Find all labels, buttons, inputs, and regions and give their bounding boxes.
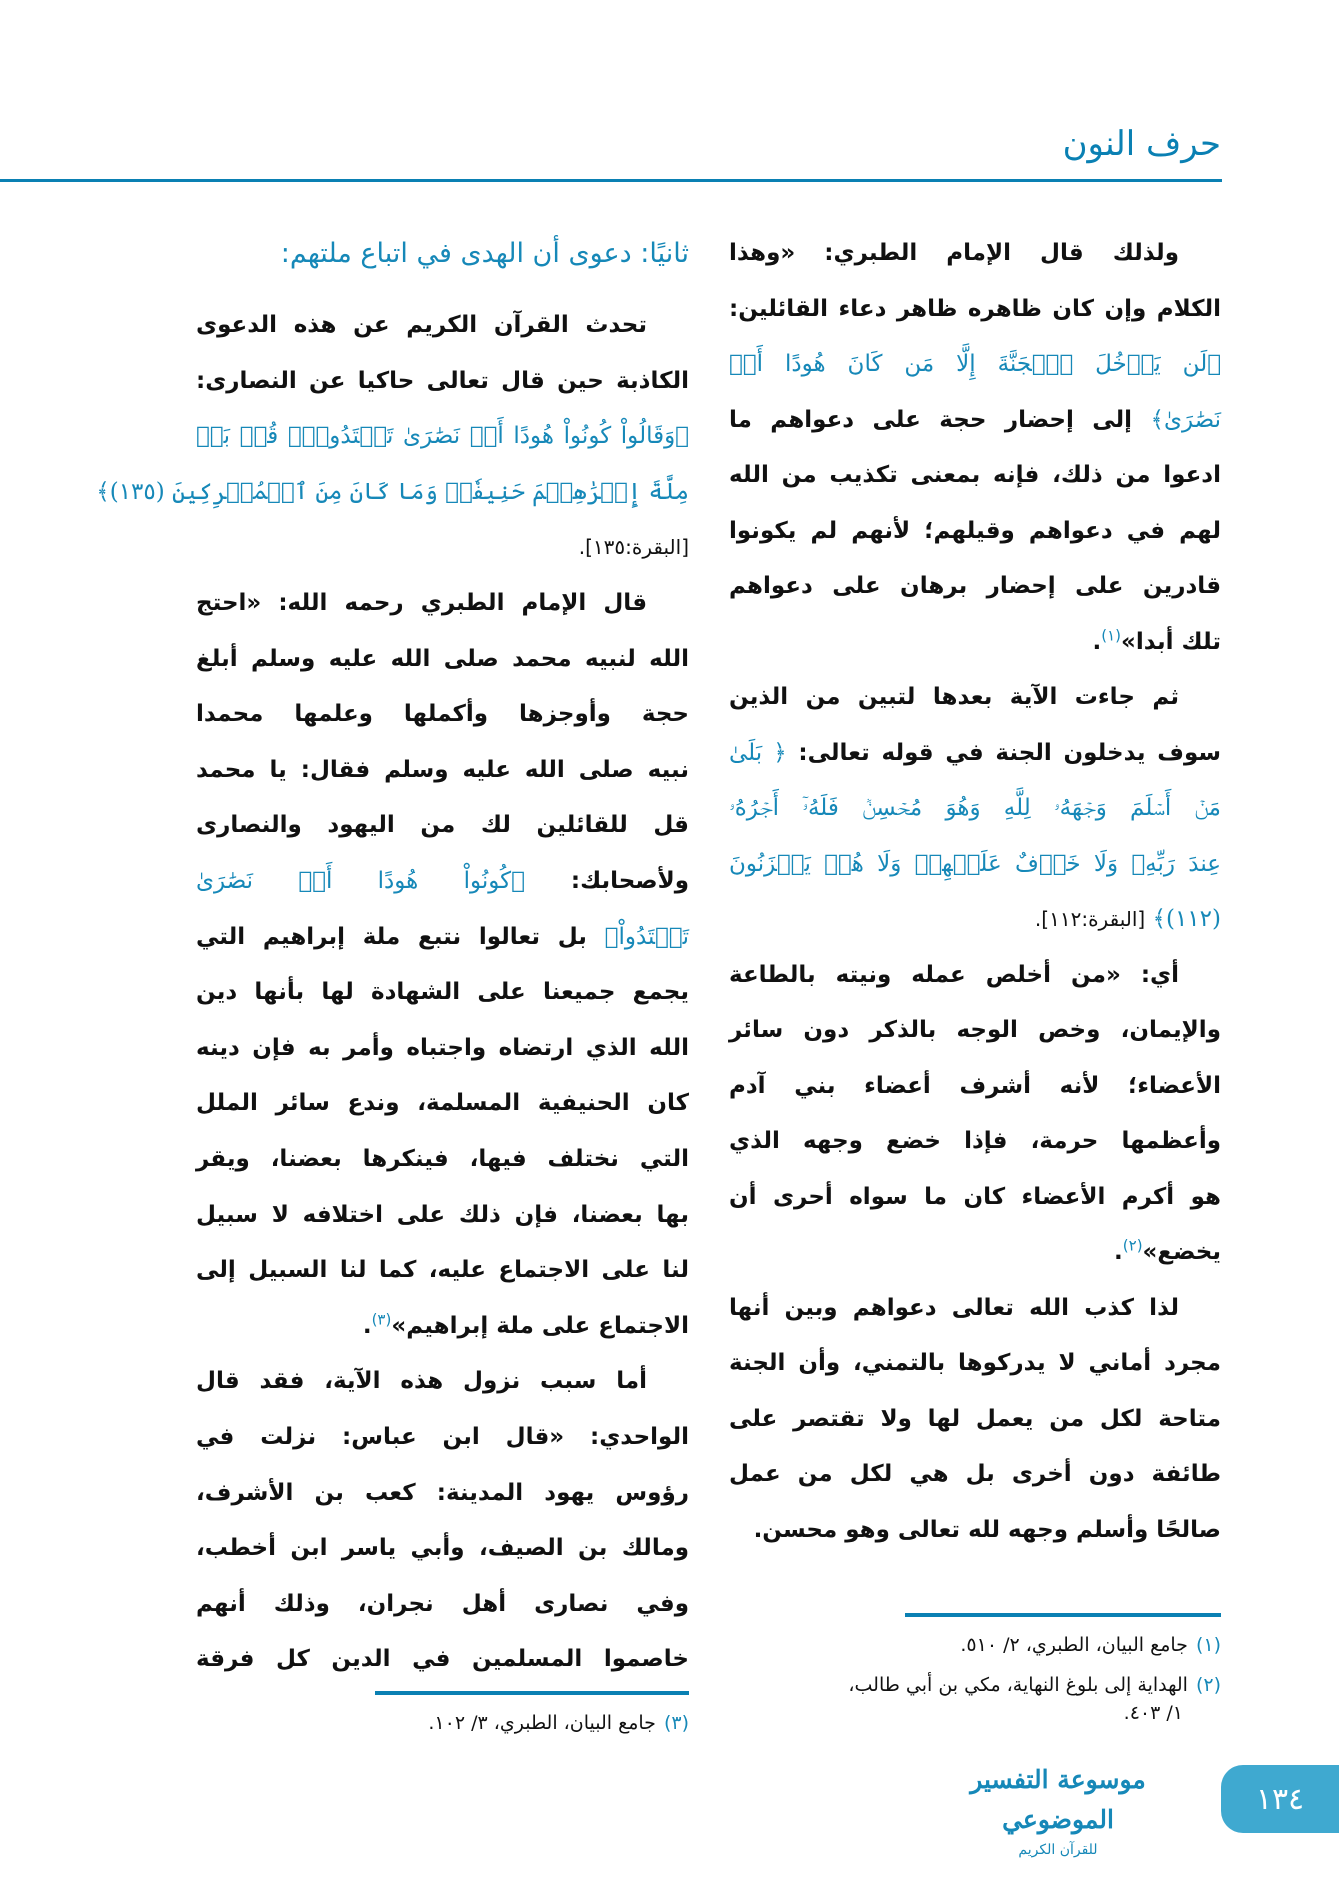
body-text: وأعظمها حرمة، فإذا خضع وجهه الذي <box>729 1128 1221 1154</box>
body-text: قل للقائلين لك من اليهود والنصارى <box>196 812 689 839</box>
body-text: سوف يدخلون الجنة في قوله تعالى: <box>786 739 1221 766</box>
verse-reference: [البقرة:١٣٥]. <box>578 535 689 560</box>
text-line <box>729 1335 1221 1391</box>
text-line <box>196 964 689 1020</box>
text-line <box>729 225 1221 281</box>
body-text: ادعوا من ذلك، فإنه بمعنى تكذيب من الله <box>729 462 1221 488</box>
quran-verse: مَنۡ أَسۡلَمَ وَجۡهَهُۥ لِلَّهِ وَهُوَ مُحۡسِنٞ فَلَهُۥٓ أَجۡرُهُۥ <box>729 795 1221 821</box>
text-line <box>196 1409 689 1465</box>
footnote-text: الهداية إلى بلوغ النهاية، مكي بن أبي طالب، <box>848 1674 1188 1696</box>
text-line <box>196 1020 689 1076</box>
footnote-1 <box>791 1631 1221 1659</box>
text-line <box>196 1631 689 1687</box>
header-divider <box>0 179 1222 182</box>
text-line <box>196 519 689 575</box>
section-heading: ثانيًا: دعوى أن الهدى في اتباع ملتهم: <box>280 238 689 269</box>
body-text: خاصموا المسلمين في الدين كل فرقة <box>196 1646 689 1673</box>
body-text: ولذلك قال الإمام الطبري: «وهذا <box>729 240 1179 266</box>
body-text: هو أكرم الأعضاء كان ما سواه أحرى أن <box>729 1183 1221 1210</box>
footnote-text: جامع البيان، الطبري، ٣/ ١٠٢. <box>428 1712 656 1734</box>
text-line <box>96 464 689 520</box>
logo-title: موسوعة التفسير الموضوعي <box>970 1765 1146 1834</box>
quran-verse: ﴿ بَلَىٰ <box>729 739 787 766</box>
body-text: الاجتماع على ملة إبراهيم» <box>391 1312 689 1339</box>
body-text: يجمع جميعنا على الشهادة لها بأنها دين <box>196 979 689 1006</box>
text-line <box>729 1002 1221 1058</box>
text-line <box>729 614 1221 670</box>
text-line <box>729 725 1221 781</box>
text-line <box>729 1058 1221 1114</box>
text-line <box>729 1224 1221 1280</box>
body-text: تحدث القرآن الكريم عن هذه الدعوى <box>196 312 647 338</box>
body-text: لنا على الاجتماع عليه، كما لنا السبيل إلى <box>196 1257 689 1284</box>
quran-verse: تَهۡتَدُواْ﴾ <box>604 923 689 950</box>
text-line <box>729 1113 1221 1169</box>
body-text: تلك أبدا» <box>1121 628 1221 655</box>
text-line <box>196 1242 689 1298</box>
text-line <box>196 408 689 464</box>
quran-verse: ﴿وَقَالُواْ كُونُواْ هُودًا أَوۡ نَصَٰرَىٰ تَهۡتَدُواْۗ قُلۡ بَلۡ <box>196 423 689 450</box>
text-line <box>729 780 1221 836</box>
body-text: الله الذي ارتضاه واجتباه وأمر به فإن دينه <box>196 1034 689 1061</box>
text-line <box>196 353 689 409</box>
body-text: ومالك بن الصيف، وأبي ياسر ابن أخطب، <box>196 1535 689 1562</box>
body-text: الأعضاء؛ لأنه أشرف أعضاء بني آدم <box>729 1072 1221 1099</box>
text-line <box>729 1502 1221 1558</box>
text-line <box>729 558 1221 614</box>
text-line <box>196 909 689 965</box>
footnote-number: (١) <box>1195 1634 1221 1656</box>
footnote-number: (٢) <box>1195 1674 1221 1696</box>
body-text: رؤوس يهود المدينة: كعب بن الأشرف، <box>196 1479 689 1506</box>
body-text: بها بعضنا، فإن ذلك على اختلافه لا سبيل <box>196 1201 689 1228</box>
body-text: . <box>1114 1239 1123 1265</box>
body-text: أما سبب نزول هذه الآية، فقد قال <box>196 1368 647 1395</box>
quran-verse: ﴿لَن يَدۡخُلَ ٱلۡجَنَّةَ إِلَّا مَن كَانَ هُودًا أَوۡ <box>729 351 1221 377</box>
text-line <box>196 1187 689 1243</box>
text-line <box>196 631 689 687</box>
text-line <box>196 1131 689 1187</box>
text-line <box>196 1075 689 1131</box>
text-line <box>196 742 689 798</box>
footnote-text: جامع البيان، الطبري، ٢/ ٥١٠. <box>960 1634 1188 1656</box>
text-line <box>196 1520 689 1576</box>
quran-verse: مِلَّةَ إِبۡرَٰهِـۧمَ حَنِيفٗاۖ وَمَا كَانَ مِنَ ٱلۡمُشۡرِكِينَ (١٣٥)﴾ <box>96 478 689 505</box>
text-line <box>196 1353 689 1409</box>
text-line <box>729 1446 1221 1502</box>
body-text: . <box>1092 628 1102 655</box>
body-text: صالحًا وأسلم وجهه لله تعالى وهو محسن. <box>753 1516 1221 1543</box>
text-line <box>729 947 1221 1003</box>
body-text: ولأصحابك: <box>524 868 689 894</box>
body-text: أي: «من أخلص عمله ونيته بالطاعة <box>729 961 1179 988</box>
body-text: والإيمان، وخص الوجه بالذكر دون سائر <box>729 1017 1221 1043</box>
text-line <box>729 281 1221 337</box>
body-text: متاحة لكل من يعمل لها ولا تقتصر على <box>729 1405 1221 1432</box>
text-line <box>196 575 689 631</box>
body-text: التي نختلف فيها، فينكرها بعضنا، ويقر <box>196 1146 689 1172</box>
text-line <box>729 836 1221 892</box>
encyclopedia-logo <box>934 1760 1182 1858</box>
footnote-ref[interactable]: (٣) <box>371 1310 392 1329</box>
logo-subtitle: للقرآن الكريم <box>1018 1842 1098 1858</box>
footnote-ref[interactable]: (١) <box>1101 625 1121 644</box>
text-line <box>729 669 1221 725</box>
text-line <box>729 336 1221 392</box>
text-line <box>729 392 1221 448</box>
text-line <box>729 503 1221 559</box>
footnote-text-continued: ١/ ٤٠٣. <box>1123 1702 1183 1724</box>
body-text: مجرد أماني لا يدركوها بالتمني، وأن الجنة <box>729 1350 1221 1376</box>
body-text: الكلام وإن كان ظاهره ظاهر دعاء القائلين: <box>729 295 1221 322</box>
body-text: كان الحنيفية المسلمة، وندع سائر الملل <box>196 1090 689 1117</box>
text-line <box>729 1280 1221 1336</box>
footnote-3 <box>289 1709 689 1737</box>
text-line <box>196 797 689 853</box>
verse-reference: [البقرة:١١٢]. <box>1034 907 1146 931</box>
page-number: ١٣٤ <box>1221 1765 1339 1833</box>
quran-verse: نَصَٰرَىٰ﴾ <box>1150 406 1221 433</box>
text-line <box>729 1391 1221 1447</box>
body-text: ثم جاءت الآية بعدها لتبين من الذين <box>729 684 1179 710</box>
footnote-number: (٣) <box>663 1712 689 1734</box>
body-text: إلى إحضار حجة على دعواهم ما <box>729 406 1151 433</box>
text-line <box>196 297 689 353</box>
body-text: نبيه صلى الله عليه وسلم فقال: يا محمد <box>196 756 689 783</box>
body-text: الكاذبة حين قال تعالى حاكيا عن النصارى: <box>196 367 689 394</box>
body-text: الواحدي: «قال ابن عباس: نزلت في <box>196 1424 689 1450</box>
body-text: الله لنبيه محمد صلى الله عليه وسلم أبلغ <box>196 645 689 672</box>
footnote-2 <box>791 1671 1221 1727</box>
quran-verse: عِندَ رَبِّهِۦ وَلَا خَوۡفٌ عَلَيۡهِمۡ وَلَا هُمۡ يَحۡزَنُونَ <box>729 850 1221 877</box>
body-text: لذا كذب الله تعالى دعواهم وبين أنها <box>729 1294 1179 1321</box>
body-text: قادرين على إحضار برهان على دعواهم <box>729 573 1221 599</box>
text-line <box>196 853 689 909</box>
text-line <box>729 447 1221 503</box>
text-line <box>729 1169 1221 1225</box>
text-line <box>196 686 689 742</box>
body-text: . <box>362 1312 372 1339</box>
quran-verse: ﴿كُونُواْ هُودًا أَوۡ نَصَٰرَىٰ <box>196 868 525 894</box>
text-line <box>729 891 1221 947</box>
body-text: لهم في دعواهم وقيلهم؛ لأنهم لم يكونوا <box>729 517 1221 544</box>
body-text: قال الإمام الطبري رحمه الله: «احتج <box>196 590 647 616</box>
quran-verse: (١١٢)﴾ <box>1145 906 1221 932</box>
footnote-divider-left <box>375 1691 689 1695</box>
footnote-ref[interactable]: (٢) <box>1122 1236 1143 1255</box>
text-line <box>196 1576 689 1632</box>
body-text: طائفة دون أخرى بل هي لكل من عمل <box>729 1461 1221 1487</box>
body-text: وفي نصارى أهل نجران، وذلك أنهم <box>196 1590 689 1617</box>
footnote-divider-right <box>905 1613 1221 1617</box>
text-line <box>196 1298 689 1354</box>
chapter-title: حرف النون <box>1062 124 1221 164</box>
body-text: يخضع» <box>1142 1239 1221 1265</box>
body-text: حجة وأوجزها وأكملها وعلمها محمدا <box>196 701 689 728</box>
body-text: بل تعالوا نتبع ملة إبراهيم التي <box>196 923 605 950</box>
text-line <box>196 1465 689 1521</box>
